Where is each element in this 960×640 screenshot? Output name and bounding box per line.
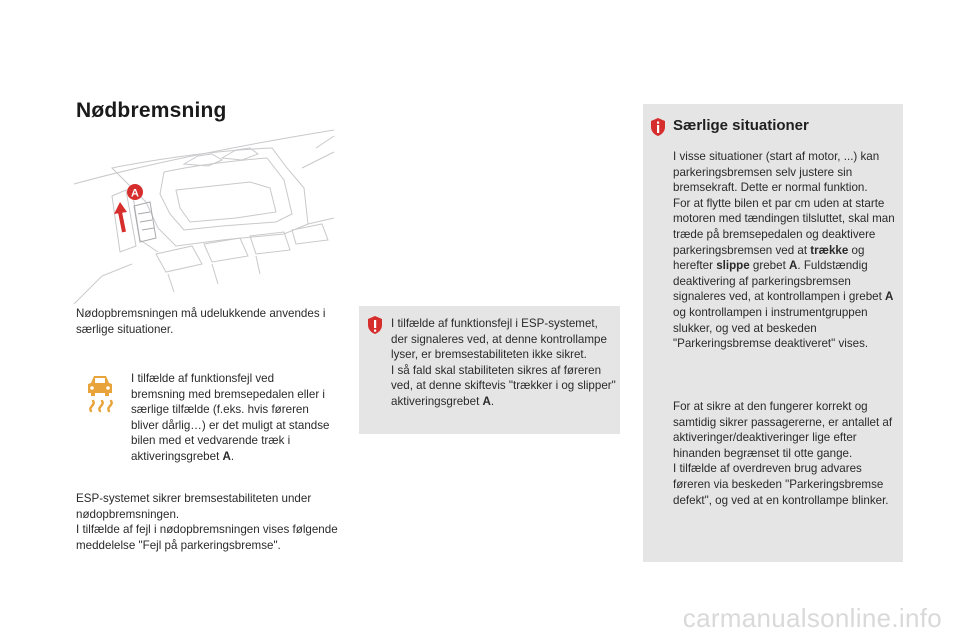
exclamation-shield-icon <box>366 315 384 335</box>
intro-text: Nødopbremsningen må udelukkende anvendes i særlige situationer. <box>76 307 326 336</box>
sidebar-paragraph-2: For at sikre at den fungerer korrekt og samtidig sikrer passagererne, er antallet af aktiveringer/deaktiveringer lige efter hinanden begrænset til otte gange. I tilfælde af overdreven brug advares føreren via beskeden "Parkeringsbremse defekt", og ved at en kontrollampe blinker. <box>673 400 893 507</box>
warning-text: I tilfælde af funktionsfejl i ESP-systemet, der signaleres ved, at denne kontrollampe lyser, er bremsestabiliteten ikke sikret. I så fald skal stabiliteten sikres af føreren ved, at denne skiftevis "trækker i og slipper" aktiveringsgrebet A. <box>391 317 616 408</box>
label-a-text: A <box>131 187 139 200</box>
pull-direction-arrow <box>120 212 124 232</box>
page-title: Nødbremsning <box>76 99 227 122</box>
failure-text: I tilfælde af funktionsfejl ved bremsning med bremsepedalen eller i særlige tilfælde (f.eks. hvis føreren bliver dårlig…) er det muligt at standse bilen med et vedvarende træk i aktiveringsgrebet A. <box>131 372 330 463</box>
sidebar-paragraph-1: I visse situationer (start af motor, ...) kan parkeringsbremsen selv justere sin bremsekraft. Dette er normal funktion. For at flytte bilen et par cm uden at starte motoren med tændingen tilsluttet, skal man træde på bremsepedalen og deaktivere parkeringsbremsen ved at trække og herefter slippe grebet A. Fuldstændig deaktivering af parkeringsbremsen signaleres ved, at kontrollampen i grebet A og kontrollampen i instrumentgruppen slukker, og ved at beskeden "Parkeringsbremse deaktiveret" vises. <box>673 150 895 351</box>
sidebar-title: Særlige situationer <box>673 117 809 134</box>
esp-skid-car-icon <box>84 371 116 415</box>
info-shield-icon <box>649 117 667 137</box>
parking-brake-illustration <box>72 128 338 304</box>
esp-text: ESP-systemet sikrer bremsestabiliteten under nødopbremsningen. I tilfælde af fejl i nødopbremsningen vises følgende meddelelse "Fejl på parkeringsbremse". <box>76 492 338 552</box>
watermark: carmanualsonline.info <box>682 603 942 633</box>
